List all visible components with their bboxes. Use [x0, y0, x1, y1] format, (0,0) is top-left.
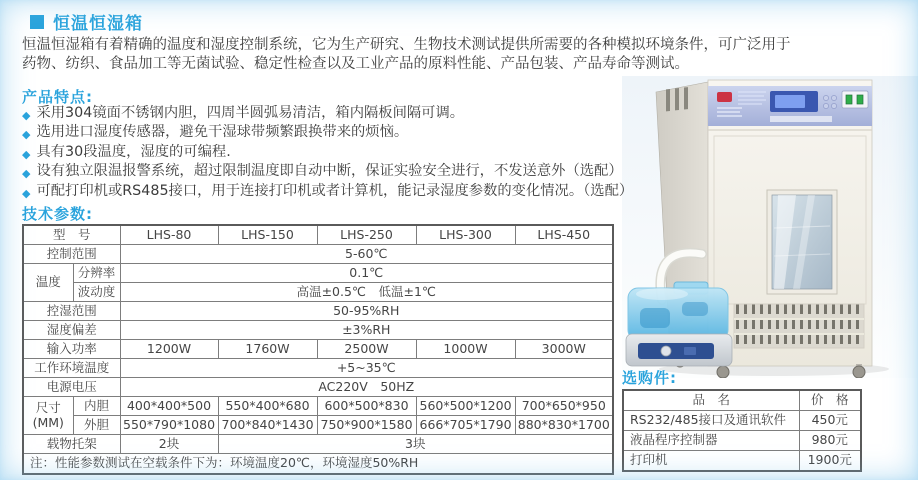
feature-text: 设有独立限温报警系统，超过限制温度即自动中断，保证实验安全进行，不发送意外（选配） [36, 163, 623, 180]
spec-value: 550*400*680 [218, 397, 317, 416]
feature-text: 采用304镜面不锈钢内胆，四周半圆弧易清洁，箱内隔板间隔可调。 [36, 105, 465, 121]
diamond-bullet-icon: ◆ [22, 186, 31, 200]
spec-value: 700*650*950 [515, 397, 613, 416]
spec-value: 666*705*1790 [416, 416, 515, 435]
spec-label: 型 号 [23, 225, 120, 245]
description-line: 恒温恒湿箱有着精确的温度和湿度控制系统，它为生产研究、生物技术测试提供所需要的各种模拟环境条件，可广泛用于 [22, 37, 791, 53]
spec-value: 1000W [416, 340, 515, 359]
table-row [23, 454, 613, 475]
specs-heading: 技术参数: [22, 205, 93, 223]
table-row [23, 283, 613, 302]
spec-value: 550*790*1080 [120, 416, 218, 435]
spec-label: 输入功率 [23, 340, 120, 359]
features-list [22, 105, 633, 202]
table-row [23, 416, 613, 435]
feature-text: 选用进口湿度传感器，避免干湿球带频繁跟换带来的烦恼。 [36, 124, 409, 141]
option-name: 打印机 [623, 451, 799, 472]
spec-value: 2500W [317, 340, 416, 359]
title-square-icon [30, 15, 44, 29]
table-row [623, 411, 861, 431]
table-row [23, 264, 613, 283]
table-row [23, 321, 613, 340]
spec-note: 注：性能参数测试在空载条件下为：环境温度20℃，环境湿度50%RH [23, 454, 613, 475]
spec-label: 内胆 [73, 397, 120, 416]
spec-label: 载物托架 [23, 435, 120, 454]
spec-label: 控湿范围 [23, 302, 120, 321]
spec-group-label: 温度 [23, 264, 73, 302]
table-row [23, 397, 613, 416]
table-row [23, 225, 613, 245]
model-header: LHS-450 [515, 225, 613, 245]
model-header: LHS-250 [317, 225, 416, 245]
model-header: LHS-80 [120, 225, 218, 245]
diamond-bullet-icon: ◆ [22, 167, 31, 181]
options-heading: 选购件: [622, 369, 677, 387]
spec-value: 3块 [218, 435, 613, 454]
spec-value: +5~35℃ [120, 359, 613, 378]
feature-text: 可配打印机或RS485接口，用于连接打印机或者计算机，能记录湿度参数的变化情况。（选配） [36, 182, 634, 199]
spec-value: 0.1℃ [120, 264, 613, 283]
spec-value: 5-60℃ [120, 245, 613, 264]
table-row [623, 451, 861, 472]
option-name: 液晶程序控制器 [623, 431, 799, 451]
spec-value: 2块 [120, 435, 218, 454]
list-item [22, 124, 633, 143]
spec-value: 高温±0.5℃ 低温±1℃ [120, 283, 613, 302]
list-item [22, 144, 633, 163]
spec-value: 750*900*1580 [317, 416, 416, 435]
page-title: 恒温恒湿箱 [53, 14, 143, 34]
features-heading: 产品特点: [22, 88, 93, 106]
table-row [23, 340, 613, 359]
description-line: 药物、纺织、食品加工等无菌试验、稳定性检查以及工业产品的原料性能、产品包装、产品寿命等测试。 [22, 55, 689, 72]
diamond-bullet-icon: ◆ [22, 128, 31, 142]
option-price: 450元 [799, 411, 861, 431]
table-row [23, 435, 613, 454]
options-price-header: 价 格 [799, 390, 861, 411]
product-description [22, 36, 791, 73]
diamond-bullet-icon: ◆ [22, 147, 31, 161]
spec-label: 湿度偏差 [23, 321, 120, 340]
model-header: LHS-300 [416, 225, 515, 245]
spec-value: 3000W [515, 340, 613, 359]
list-item [22, 183, 633, 202]
spec-label: 外胆 [73, 416, 120, 435]
list-item [22, 163, 633, 182]
spec-label: 工作环境温度 [23, 359, 120, 378]
spec-value: 50-95%RH [120, 302, 613, 321]
spec-value: 1760W [218, 340, 317, 359]
table-row [623, 431, 861, 451]
page-title-row [30, 9, 143, 34]
spec-value: 700*840*1430 [218, 416, 317, 435]
options-name-header: 品 名 [623, 390, 799, 411]
spec-label: 控制范围 [23, 245, 120, 264]
spec-label: 波动度 [73, 283, 120, 302]
list-item [22, 105, 633, 124]
specs-table [22, 224, 614, 475]
feature-text: 具有30段温度，湿度的可编程. [36, 143, 231, 160]
spec-label: 电源电压 [23, 378, 120, 397]
spec-value: 400*400*500 [120, 397, 218, 416]
diamond-bullet-icon: ◆ [22, 109, 31, 122]
spec-group-label: 尺寸 (MM) [23, 397, 73, 435]
product-photo [622, 76, 918, 378]
options-table [622, 389, 862, 472]
option-price: 1900元 [799, 451, 861, 472]
table-row [23, 378, 613, 397]
table-row [23, 302, 613, 321]
spec-value: 600*500*830 [317, 397, 416, 416]
spec-value: 880*830*1700 [515, 416, 613, 435]
spec-value: AC220V 50HZ [120, 378, 613, 397]
spec-value: ±3%RH [120, 321, 613, 340]
spec-value: 560*500*1200 [416, 397, 515, 416]
option-price: 980元 [799, 431, 861, 451]
table-row [23, 359, 613, 378]
option-name: RS232/485接口及通讯软件 [623, 411, 799, 431]
spec-label: 分辨率 [73, 264, 120, 283]
table-row [23, 245, 613, 264]
table-row [623, 390, 861, 411]
model-header: LHS-150 [218, 225, 317, 245]
spec-value: 1200W [120, 340, 218, 359]
